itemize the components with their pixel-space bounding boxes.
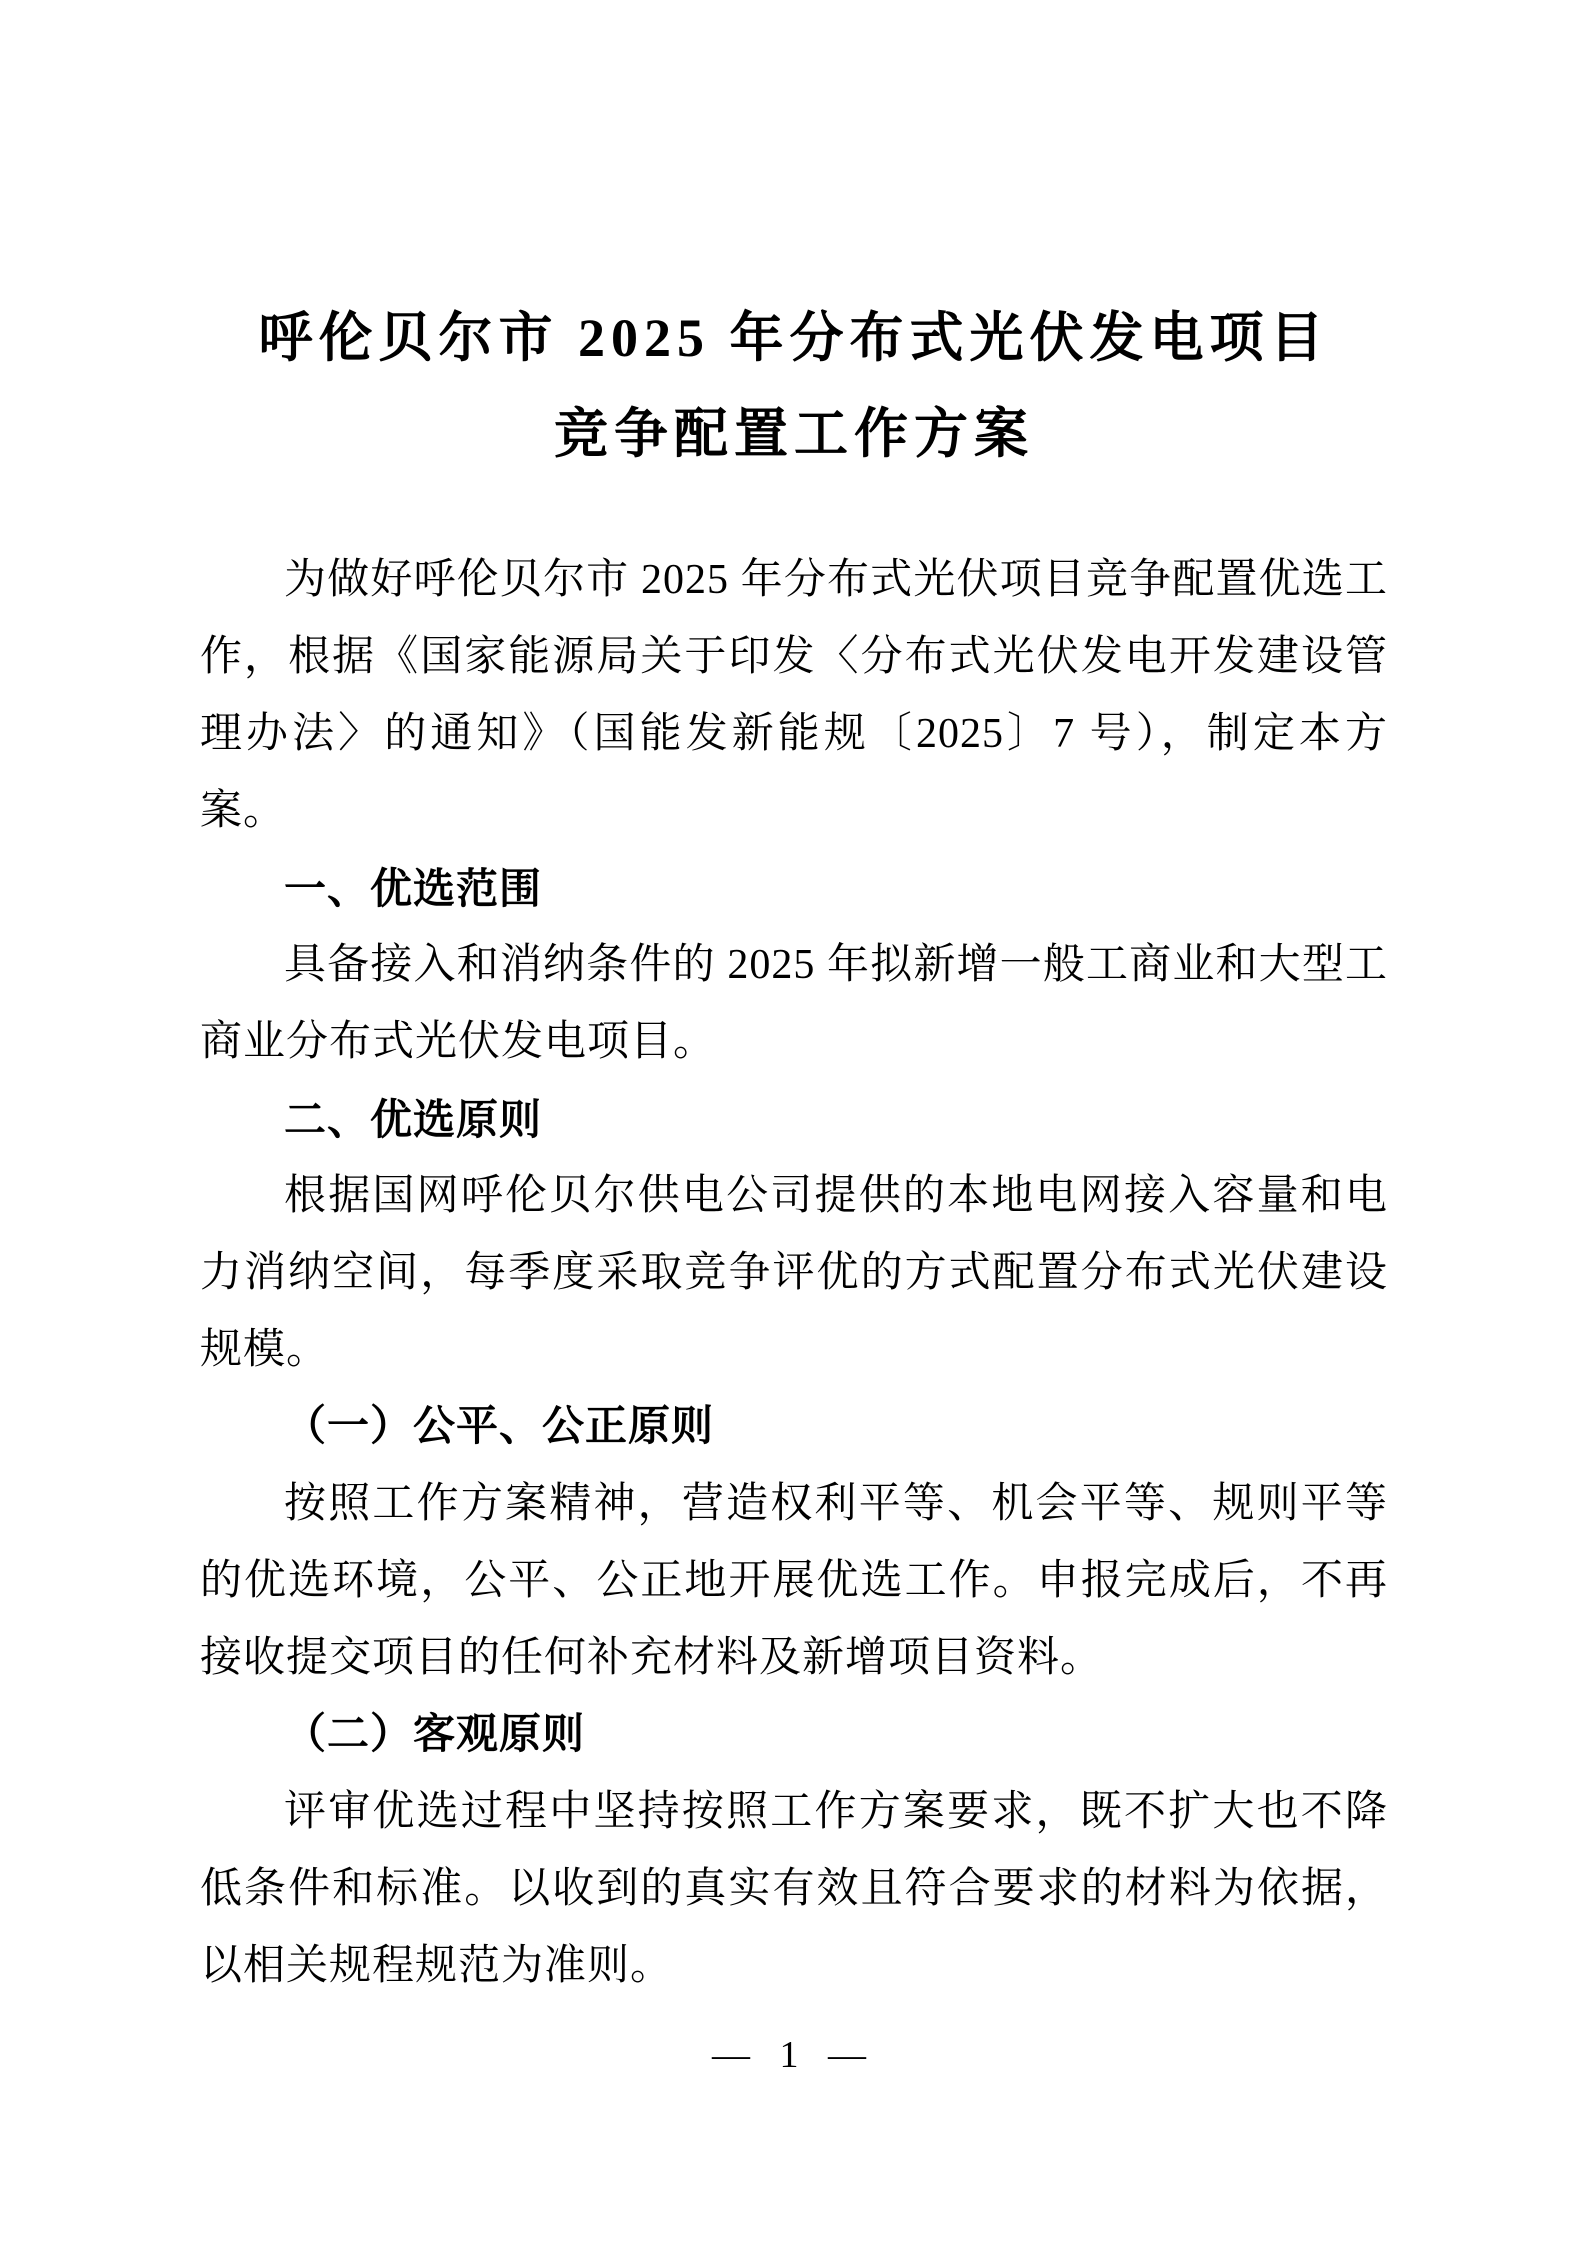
intro-paragraph: 为做好呼伦贝尔市 2025 年分布式光伏项目竞争配置优选工作，根据《国家能源局关于印发〈分布式光伏发电开发建设管理办法〉的通知》（国能发新能规〔2025〕7 号），制定本方案。 — [200, 557, 1388, 834]
section2-sub2-heading: （二）客观原则 — [284, 1712, 586, 1758]
section2-sub1-paragraph: 按照工作方案精神，营造权利平等、机会平等、规则平等的优选环境，公平、公正地开展优选工作。申报完成后，不再接收提交项目的任何补充材料及新增项目资料。 — [200, 1481, 1388, 1681]
section2-heading: 二、优选原则 — [284, 1096, 543, 1143]
document-title-line2: 竞争配置工作方案 — [554, 404, 1034, 464]
section2-sub2-paragraph: 评审优选过程中坚持按照工作方案要求，既不扩大也不降低条件和标准。以收到的真实有效且符合要求的材料为依据，以相关规程规范为准则。 — [200, 1789, 1388, 1989]
document-title-line1: 呼伦贝尔市 2025 年分布式光伏发电项目 — [258, 308, 1330, 368]
page-number: — 1 — — [712, 2034, 876, 2076]
section2-sub1-heading: （一）公平、公正原则 — [284, 1404, 715, 1450]
document-body — [200, 542, 1388, 2005]
section2-paragraph: 根据国网呼伦贝尔供电公司提供的本地电网接入容量和电力消纳空间，每季度采取竞争评优的方式配置分布式光伏建设规模。 — [200, 1173, 1388, 1373]
document-title — [200, 290, 1388, 482]
section1-paragraph: 具备接入和消纳条件的 2025 年拟新增一般工商业和大型工商业分布式光伏发电项目。 — [200, 942, 1388, 1065]
section1-heading: 一、优选范围 — [284, 865, 543, 912]
